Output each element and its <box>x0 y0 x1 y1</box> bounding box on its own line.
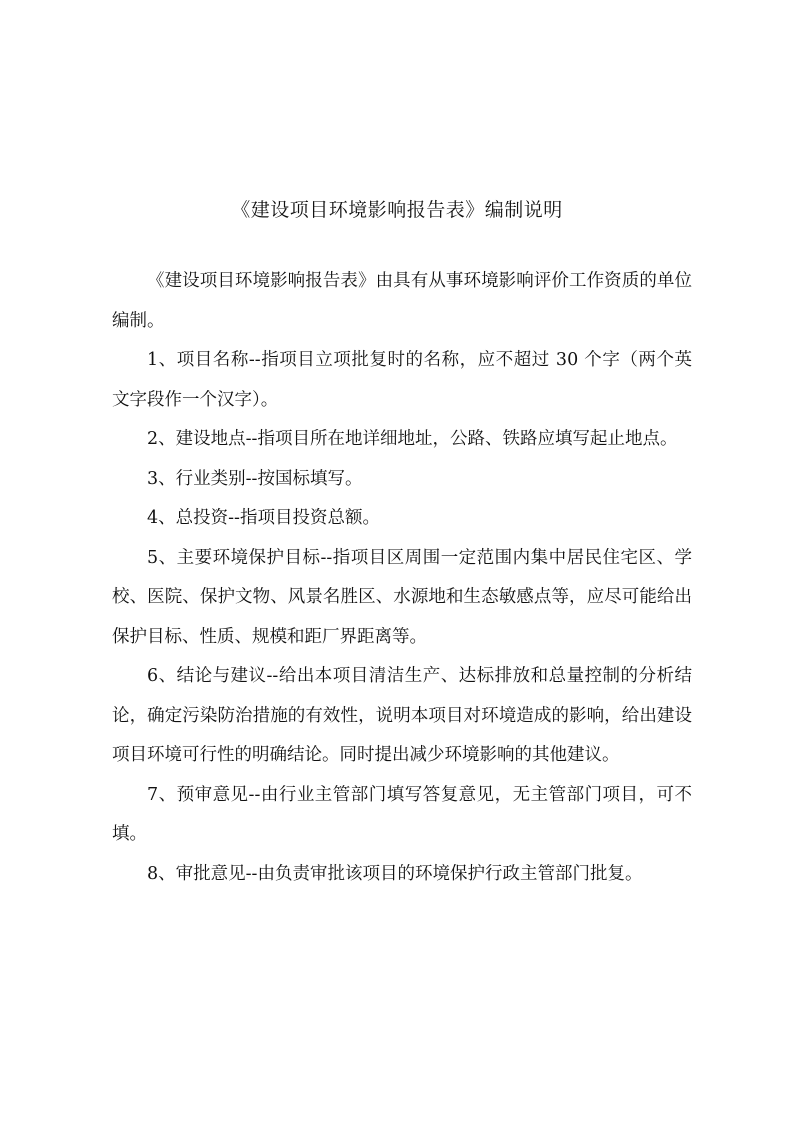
item-6: 6、结论与建议--给出本项目清洁生产、达标排放和总量控制的分析结论，确定污染防治措施的有效性，说明本项目对环境造成的影响，给出建设项目环境可行性的明确结论。同时提出减少环境影响的其他建议。 <box>112 666 692 765</box>
item-4: 4、总投资--指项目投资总额。 <box>147 508 380 528</box>
item-3: 3、行业类别--按国标填写。 <box>147 468 363 489</box>
item-7: 7、预审意见--由行业主管部门填写答复意见，无主管部门项目，可不填。 <box>112 784 692 844</box>
item-8: 8、审批意见--由负责审批该项目的环境保护行政主管部门批复。 <box>147 863 643 884</box>
document-body <box>112 262 692 894</box>
item-2: 2、建设地点--指项目所在地详细地址，公路、铁路应填写起止地点。 <box>147 429 678 449</box>
item-1: 1、项目名称--指项目立项批复时的名称，应不超过 30 个字（两个英文字段作一个汉字）。 <box>112 350 692 410</box>
intro-paragraph: 《建设项目环境影响报告表》由具有从事环境影响评价工作资质的单位编制。 <box>112 271 692 331</box>
item-5: 5、主要环境保护目标--指项目区周围一定范围内集中居民住宅区、学校、医院、保护文物、风景名胜区、水源地和生态敏感点等，应尽可能给出保护目标、性质、规模和距厂界距离等。 <box>112 547 692 647</box>
document-title: 《建设项目环境影响报告表》编制说明 <box>231 199 563 221</box>
